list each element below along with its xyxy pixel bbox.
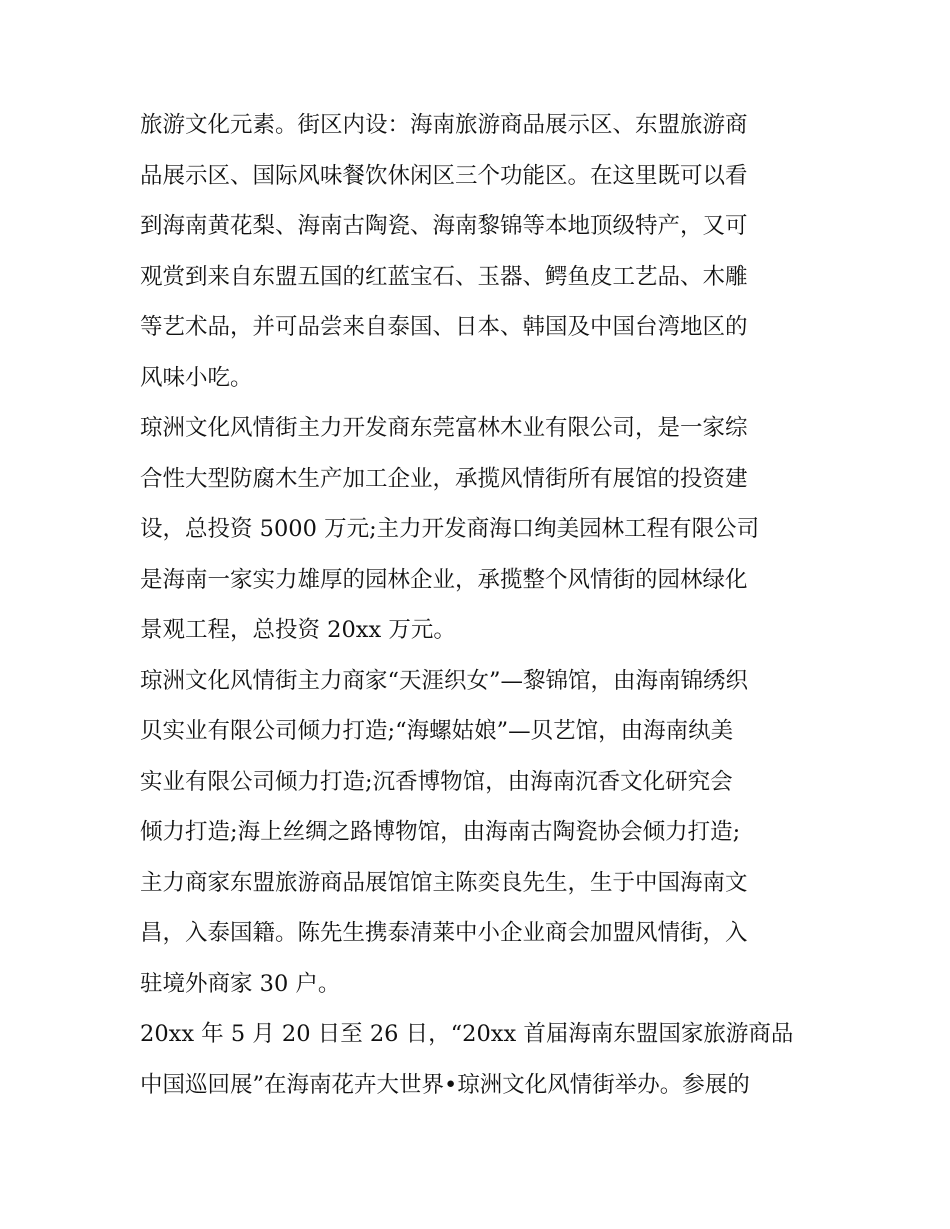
text-line: 倾力打造;海上丝绸之路博物馆，由海南古陶瓷协会倾力打造; (140, 819, 741, 845)
text-line: 琼洲文化风情街主力商家“天涯织女”—黎锦馆，由海南锦绣织 (140, 667, 749, 694)
text-line: 20xx 年 5 月 20 日至 26 日，“20xx 首届海南东盟国家旅游商品 (140, 1021, 794, 1047)
text-line: 驻境外商家 30 户。 (140, 970, 341, 997)
text-line: 是海南一家实力雄厚的园林企业，承揽整个风情街的园林绿化 (140, 566, 748, 593)
text-line: 合性大型防腐木生产加工企业，承揽风情街所有展馆的投资建 (140, 465, 748, 492)
text-line: 景观工程，总投资 20xx 万元。 (140, 617, 456, 643)
text-line: 旅游文化元素。街区内设：海南旅游商品展示区、东盟旅游商 (140, 112, 748, 138)
text-line: 到海南黄花梨、海南古陶瓷、海南黎锦等本地顶级特产，又可 (140, 213, 748, 239)
text-line: 实业有限公司倾力打造;沉香博物馆，由海南沉香文化研究会 (140, 768, 733, 795)
paragraph (140, 403, 820, 656)
text-line: 等艺术品，并可品尝来自泰国、日本、韩国及中国台湾地区的 (140, 314, 748, 340)
paragraph (140, 656, 820, 1010)
text-line: 昌，入泰国籍。陈先生携泰清莱中小企业商会加盟风情街，入 (140, 920, 748, 946)
text-line: 风味小吃。 (140, 364, 253, 391)
text-line: 琼洲文化风情街主力开发商东莞富林木业有限公司，是一家综 (140, 415, 748, 441)
text-line: 中国巡回展”在海南花卉大世界•琼洲文化风情街举办。参展的 (140, 1071, 750, 1098)
text-line: 设，总投资 5000 万元;主力开发商海口绚美园林工程有限公司 (140, 516, 760, 542)
paragraph (140, 100, 820, 403)
paragraph (140, 1009, 820, 1110)
text-line: 主力商家东盟旅游商品展馆馆主陈奕良先生，生于中国海南文 (140, 869, 748, 896)
text-line: 品展示区、国际风味餐饮休闲区三个功能区。在这里既可以看 (140, 162, 748, 189)
text-line: 观赏到来自东盟五国的红蓝宝石、玉器、鳄鱼皮工艺品、木雕 (140, 263, 748, 290)
text-line: 贝实业有限公司倾力打造;“海螺姑娘”—贝艺馆，由海南纨美 (140, 718, 734, 744)
document-body (140, 100, 820, 1110)
